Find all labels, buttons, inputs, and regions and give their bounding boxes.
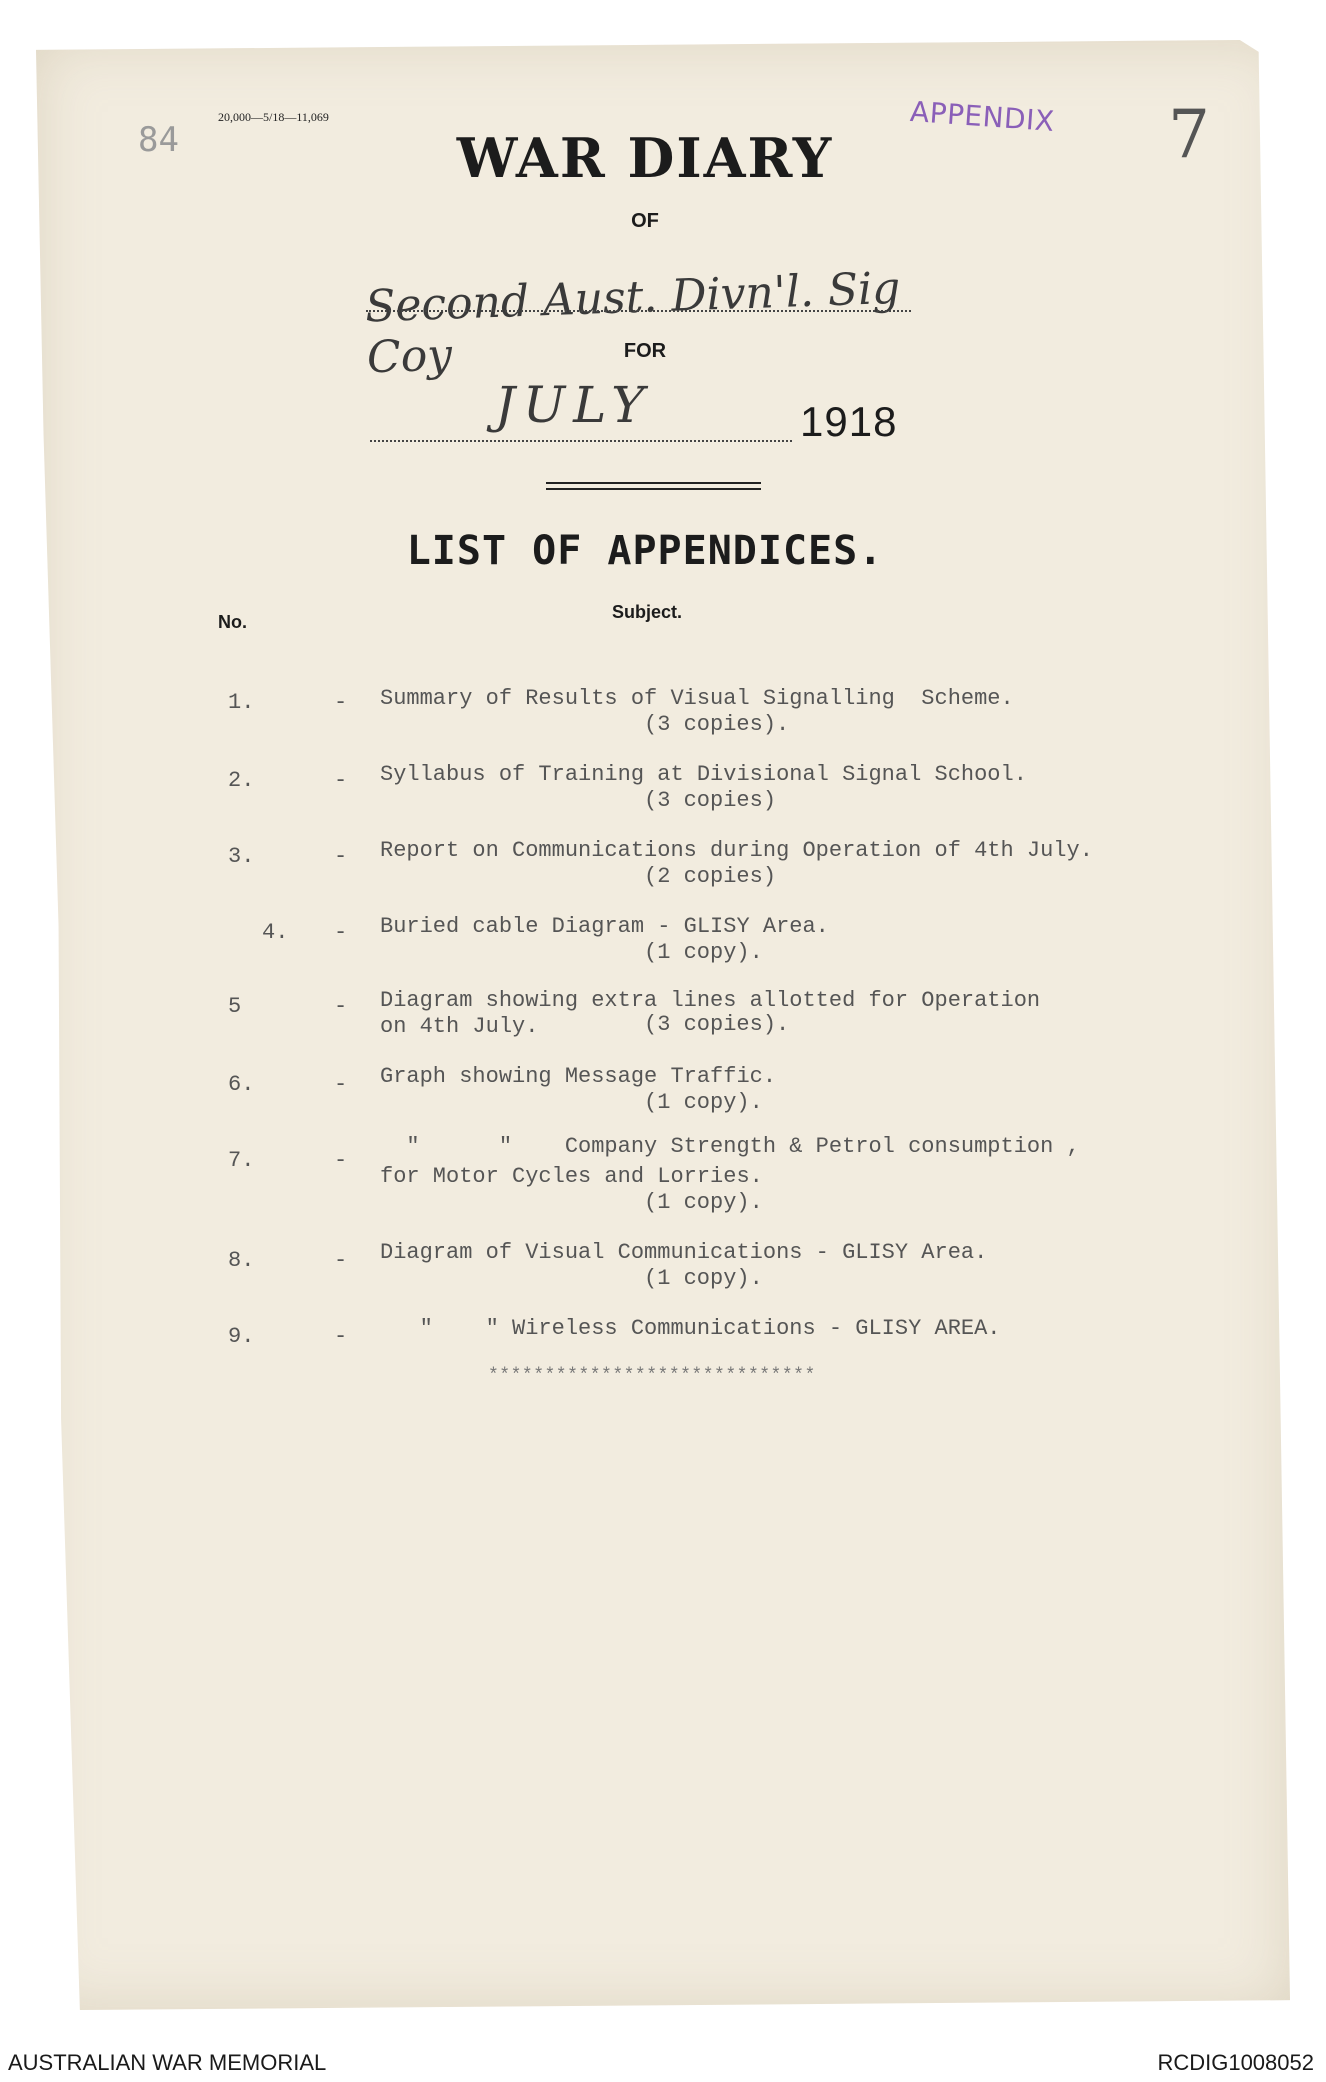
- footer-catalogue-id: RCDIG1008052: [1157, 2050, 1314, 2075]
- month-rule: [370, 440, 792, 442]
- entry-number: 3.: [228, 844, 255, 869]
- entry-subject-continued: on 4th July.: [380, 1014, 539, 1039]
- entry-copies: (3 copies).: [644, 1012, 790, 1037]
- entry-subject-continued: for Motor Cycles and Lorries.: [380, 1164, 763, 1189]
- entry-subject: Diagram showing extra lines allotted for Operation: [380, 988, 1041, 1013]
- entry-number: 2.: [228, 768, 255, 793]
- entry-copies: (1 copy).: [644, 1190, 763, 1215]
- entry-dash: -: [334, 1148, 348, 1173]
- list-title: LIST OF APPENDICES.: [406, 528, 884, 574]
- entry-dash: -: [334, 768, 348, 793]
- entry-copies: (3 copies).: [644, 712, 790, 737]
- entry-subject: " " Company Strength & Petrol consumption ,: [380, 1134, 1080, 1159]
- unit-name-rule: [366, 310, 911, 312]
- page-number: 84: [138, 120, 179, 160]
- unit-name: Second Aust. Divn'l. Sig Coy: [364, 262, 902, 384]
- entry-number: 6.: [228, 1072, 255, 1097]
- entry-subject: " " Wireless Communications - GLISY AREA.: [380, 1316, 1001, 1341]
- entry-number: 7.: [228, 1148, 255, 1173]
- appendix-stamp: APPENDIX: [909, 94, 1056, 139]
- appendix-number: 7: [1168, 96, 1210, 173]
- entry-dash: -: [334, 920, 348, 945]
- of-label: OF: [631, 210, 659, 232]
- entry-subject: Summary of Results of Visual Signalling Scheme.: [380, 686, 1014, 711]
- for-label: FOR: [623, 340, 667, 362]
- month: JULY: [495, 376, 653, 434]
- footer-institution: AUSTRALIAN WAR MEMORIAL: [8, 2050, 327, 2075]
- entry-subject: Report on Communications during Operation of 4th July.: [380, 838, 1093, 863]
- entry-dash: -: [334, 1072, 348, 1097]
- entry-copies: (1 copy).: [644, 1266, 763, 1291]
- entry-dash: -: [334, 1248, 348, 1273]
- entry-subject: Diagram of Visual Communications - GLISY Area.: [380, 1240, 988, 1265]
- entry-subject: Buried cable Diagram - GLISY Area.: [380, 914, 829, 939]
- double-rule: [546, 482, 761, 490]
- form-number: 20,000—5/18—11,069: [218, 110, 329, 124]
- entry-number: 5: [228, 994, 242, 1019]
- column-header-subject: Subject.: [612, 602, 683, 622]
- entry-copies: (3 copies): [644, 788, 777, 813]
- entry-dash: -: [334, 844, 348, 869]
- entry-subject: Syllabus of Training at Divisional Signal School.: [380, 762, 1027, 787]
- entry-dash: -: [334, 1324, 348, 1349]
- entry-number: 1.: [228, 690, 255, 715]
- year: 1918: [800, 398, 898, 445]
- entry-copies: (1 copy).: [644, 940, 763, 965]
- entry-dash: -: [334, 690, 348, 715]
- end-of-list-marker: *****************************: [488, 1366, 816, 1386]
- document-title: WAR DIARY: [456, 126, 834, 190]
- entry-copies: (1 copy).: [644, 1090, 763, 1115]
- entry-dash: -: [334, 994, 348, 1019]
- entry-subject: Graph showing Message Traffic.: [380, 1064, 777, 1089]
- entry-number: 8.: [228, 1248, 255, 1273]
- entry-number: 4.: [262, 920, 289, 945]
- entry-copies: (2 copies): [644, 864, 777, 889]
- entry-number: 9.: [228, 1324, 255, 1349]
- column-header-no: No.: [218, 612, 247, 632]
